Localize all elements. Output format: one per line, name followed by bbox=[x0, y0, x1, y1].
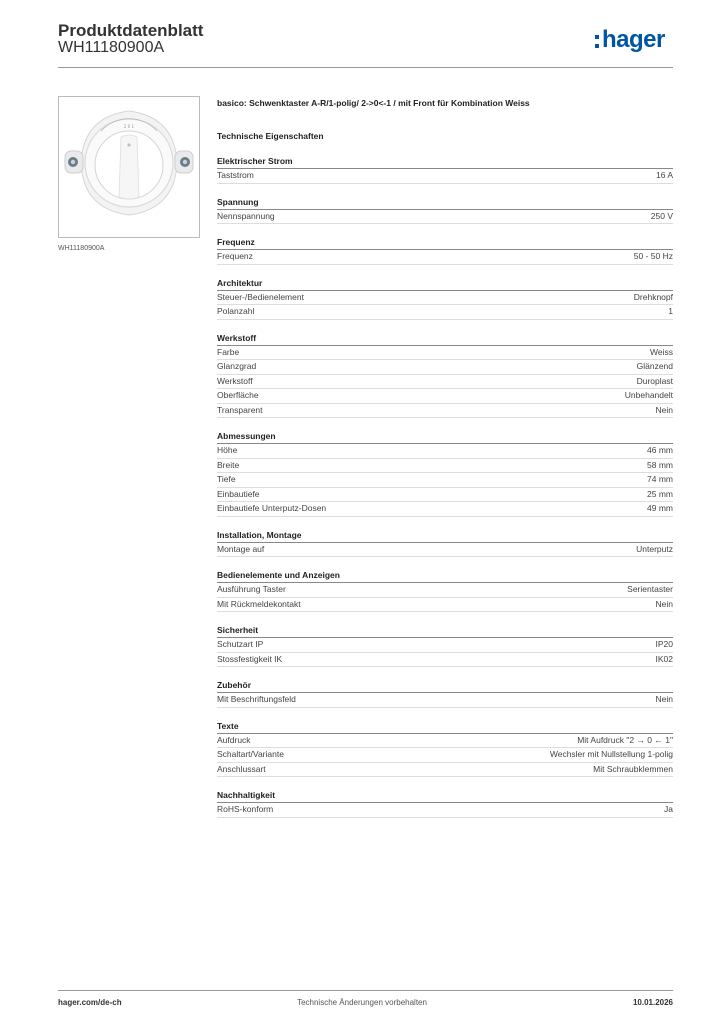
section-title: Installation, Montage bbox=[217, 529, 673, 543]
spec-section bbox=[217, 332, 673, 419]
spec-label: Werkstoff bbox=[217, 375, 253, 386]
spec-row bbox=[217, 734, 673, 749]
spec-value: 74 mm bbox=[647, 474, 673, 484]
spec-row bbox=[217, 375, 673, 390]
spec-label: Nennspannung bbox=[217, 210, 275, 221]
footer-divider bbox=[58, 990, 673, 991]
spec-label: Höhe bbox=[217, 445, 238, 455]
footer-date: 10.01.2026 bbox=[632, 998, 673, 1007]
spec-row bbox=[217, 638, 673, 653]
spec-row bbox=[217, 653, 673, 668]
spec-value: Mit Aufdruck "2 → 0 ← 1" bbox=[577, 734, 673, 745]
spec-label: Steuer-/Bedienelement bbox=[217, 291, 304, 302]
technical-properties-heading: Technische Eigenschaften bbox=[217, 131, 324, 141]
spec-value: 46 mm bbox=[647, 445, 673, 455]
page-title: Produktdatenblatt bbox=[58, 21, 204, 40]
spec-label: Farbe bbox=[217, 346, 240, 357]
spec-row bbox=[217, 598, 673, 613]
spec-row bbox=[217, 404, 673, 419]
footer-website: hager.com/de-ch bbox=[58, 998, 122, 1007]
spec-label: Montage auf bbox=[217, 543, 265, 554]
spec-value: Serientaster bbox=[627, 584, 673, 594]
spec-label: Polanzahl bbox=[217, 306, 255, 316]
spec-label: Stossfestigkeit IK bbox=[217, 653, 283, 664]
spec-value: 16 A bbox=[655, 170, 673, 180]
spec-row bbox=[217, 763, 673, 778]
spec-row bbox=[217, 693, 673, 708]
spec-row bbox=[217, 583, 673, 598]
section-title: Elektrischer Strom bbox=[217, 155, 673, 169]
image-caption: WH11180900A bbox=[58, 245, 105, 252]
spec-value: Nein bbox=[655, 404, 673, 415]
spec-value: Duroplast bbox=[636, 375, 673, 386]
spec-section bbox=[217, 236, 673, 265]
spec-value: Ja bbox=[664, 804, 673, 814]
spec-row bbox=[217, 291, 673, 306]
spec-label: Tiefe bbox=[217, 474, 236, 484]
spec-row bbox=[217, 346, 673, 361]
svg-text:2 0 1: 2 0 1 bbox=[123, 124, 135, 129]
spec-value: 50 - 50 Hz bbox=[633, 251, 673, 261]
spec-row bbox=[217, 488, 673, 503]
spec-value: IK02 bbox=[655, 653, 673, 664]
spec-row bbox=[217, 250, 673, 265]
article-number: WH11180900A bbox=[58, 39, 165, 56]
spec-section bbox=[217, 277, 673, 320]
section-title: Abmessungen bbox=[217, 430, 673, 444]
spec-label: Mit Rückmeldekontakt bbox=[217, 598, 301, 609]
spec-section bbox=[217, 720, 673, 778]
section-title: Architektur bbox=[217, 277, 673, 291]
rotary-switch-icon bbox=[59, 97, 199, 237]
section-title: Werkstoff bbox=[217, 332, 673, 346]
spec-row bbox=[217, 389, 673, 404]
section-title: Nachhaltigkeit bbox=[217, 789, 673, 803]
spec-section bbox=[217, 196, 673, 225]
spec-label: Mit Beschriftungsfeld bbox=[217, 694, 296, 704]
spec-value: Unbehandelt bbox=[624, 390, 673, 400]
spec-row bbox=[217, 459, 673, 474]
spec-label: Oberfläche bbox=[217, 390, 259, 400]
spec-section bbox=[217, 679, 673, 708]
spec-sections bbox=[217, 155, 673, 818]
spec-value: 250 V bbox=[650, 210, 673, 221]
spec-label: Einbautiefe Unterputz-Dosen bbox=[217, 503, 327, 513]
spec-label: Anschlussart bbox=[217, 763, 266, 774]
spec-row bbox=[217, 543, 673, 558]
spec-value: Mit Schraubklemmen bbox=[593, 763, 673, 774]
spec-label: Schutzart IP bbox=[217, 639, 264, 649]
product-image bbox=[58, 96, 200, 238]
spec-value: Nein bbox=[655, 598, 673, 609]
footer-notice: Technische Änderungen vorbehalten bbox=[297, 998, 427, 1007]
spec-section bbox=[217, 529, 673, 558]
spec-value: Unterputz bbox=[636, 543, 673, 554]
spec-row bbox=[217, 360, 673, 375]
spec-value: 1 bbox=[668, 306, 673, 316]
spec-row bbox=[217, 444, 673, 459]
spec-row bbox=[217, 169, 673, 184]
spec-value: 58 mm bbox=[647, 459, 673, 470]
hager-logo bbox=[595, 26, 675, 55]
spec-value: Weiss bbox=[650, 346, 673, 357]
logo-text: hager bbox=[602, 26, 665, 53]
section-title: Sicherheit bbox=[217, 624, 673, 638]
spec-content bbox=[217, 96, 673, 818]
spec-label: Taststrom bbox=[217, 170, 254, 180]
spec-value: Wechsler mit Nullstellung 1-polig bbox=[549, 749, 673, 759]
section-title: Frequenz bbox=[217, 236, 673, 250]
spec-label: Einbautiefe bbox=[217, 488, 260, 499]
spec-row bbox=[217, 803, 673, 818]
spec-label: Ausführung Taster bbox=[217, 584, 286, 594]
spec-label: RoHS-konform bbox=[217, 804, 274, 814]
spec-label: Frequenz bbox=[217, 251, 253, 261]
spec-row bbox=[217, 210, 673, 225]
spec-label: Glanzgrad bbox=[217, 361, 257, 371]
logo-dots-icon bbox=[595, 35, 599, 53]
header-divider bbox=[58, 67, 673, 68]
spec-section bbox=[217, 789, 673, 818]
spec-label: Breite bbox=[217, 459, 240, 470]
spec-row bbox=[217, 473, 673, 488]
spec-label: Transparent bbox=[217, 404, 263, 415]
spec-value: IP20 bbox=[655, 639, 673, 649]
spec-value: 49 mm bbox=[647, 503, 673, 513]
section-title: Texte bbox=[217, 720, 673, 734]
spec-value: 25 mm bbox=[647, 488, 673, 499]
section-title: Bedienelemente und Anzeigen bbox=[217, 569, 673, 583]
spec-label: Schaltart/Variante bbox=[217, 749, 284, 759]
spec-section bbox=[217, 569, 673, 612]
section-title: Spannung bbox=[217, 196, 673, 210]
spec-value: Drehknopf bbox=[633, 291, 673, 302]
spec-row bbox=[217, 305, 673, 320]
spec-value: Glänzend bbox=[636, 361, 673, 371]
spec-section bbox=[217, 430, 673, 517]
spec-row bbox=[217, 502, 673, 517]
spec-label: Aufdruck bbox=[217, 734, 251, 745]
spec-section bbox=[217, 624, 673, 667]
product-description: basico: Schwenktaster A-R/1-polig/ 2->0<-1 / mit Front für Kombination Weiss bbox=[217, 98, 530, 108]
spec-value: Nein bbox=[655, 694, 673, 704]
spec-row bbox=[217, 748, 673, 763]
spec-section bbox=[217, 155, 673, 184]
section-title: Zubehör bbox=[217, 679, 673, 693]
